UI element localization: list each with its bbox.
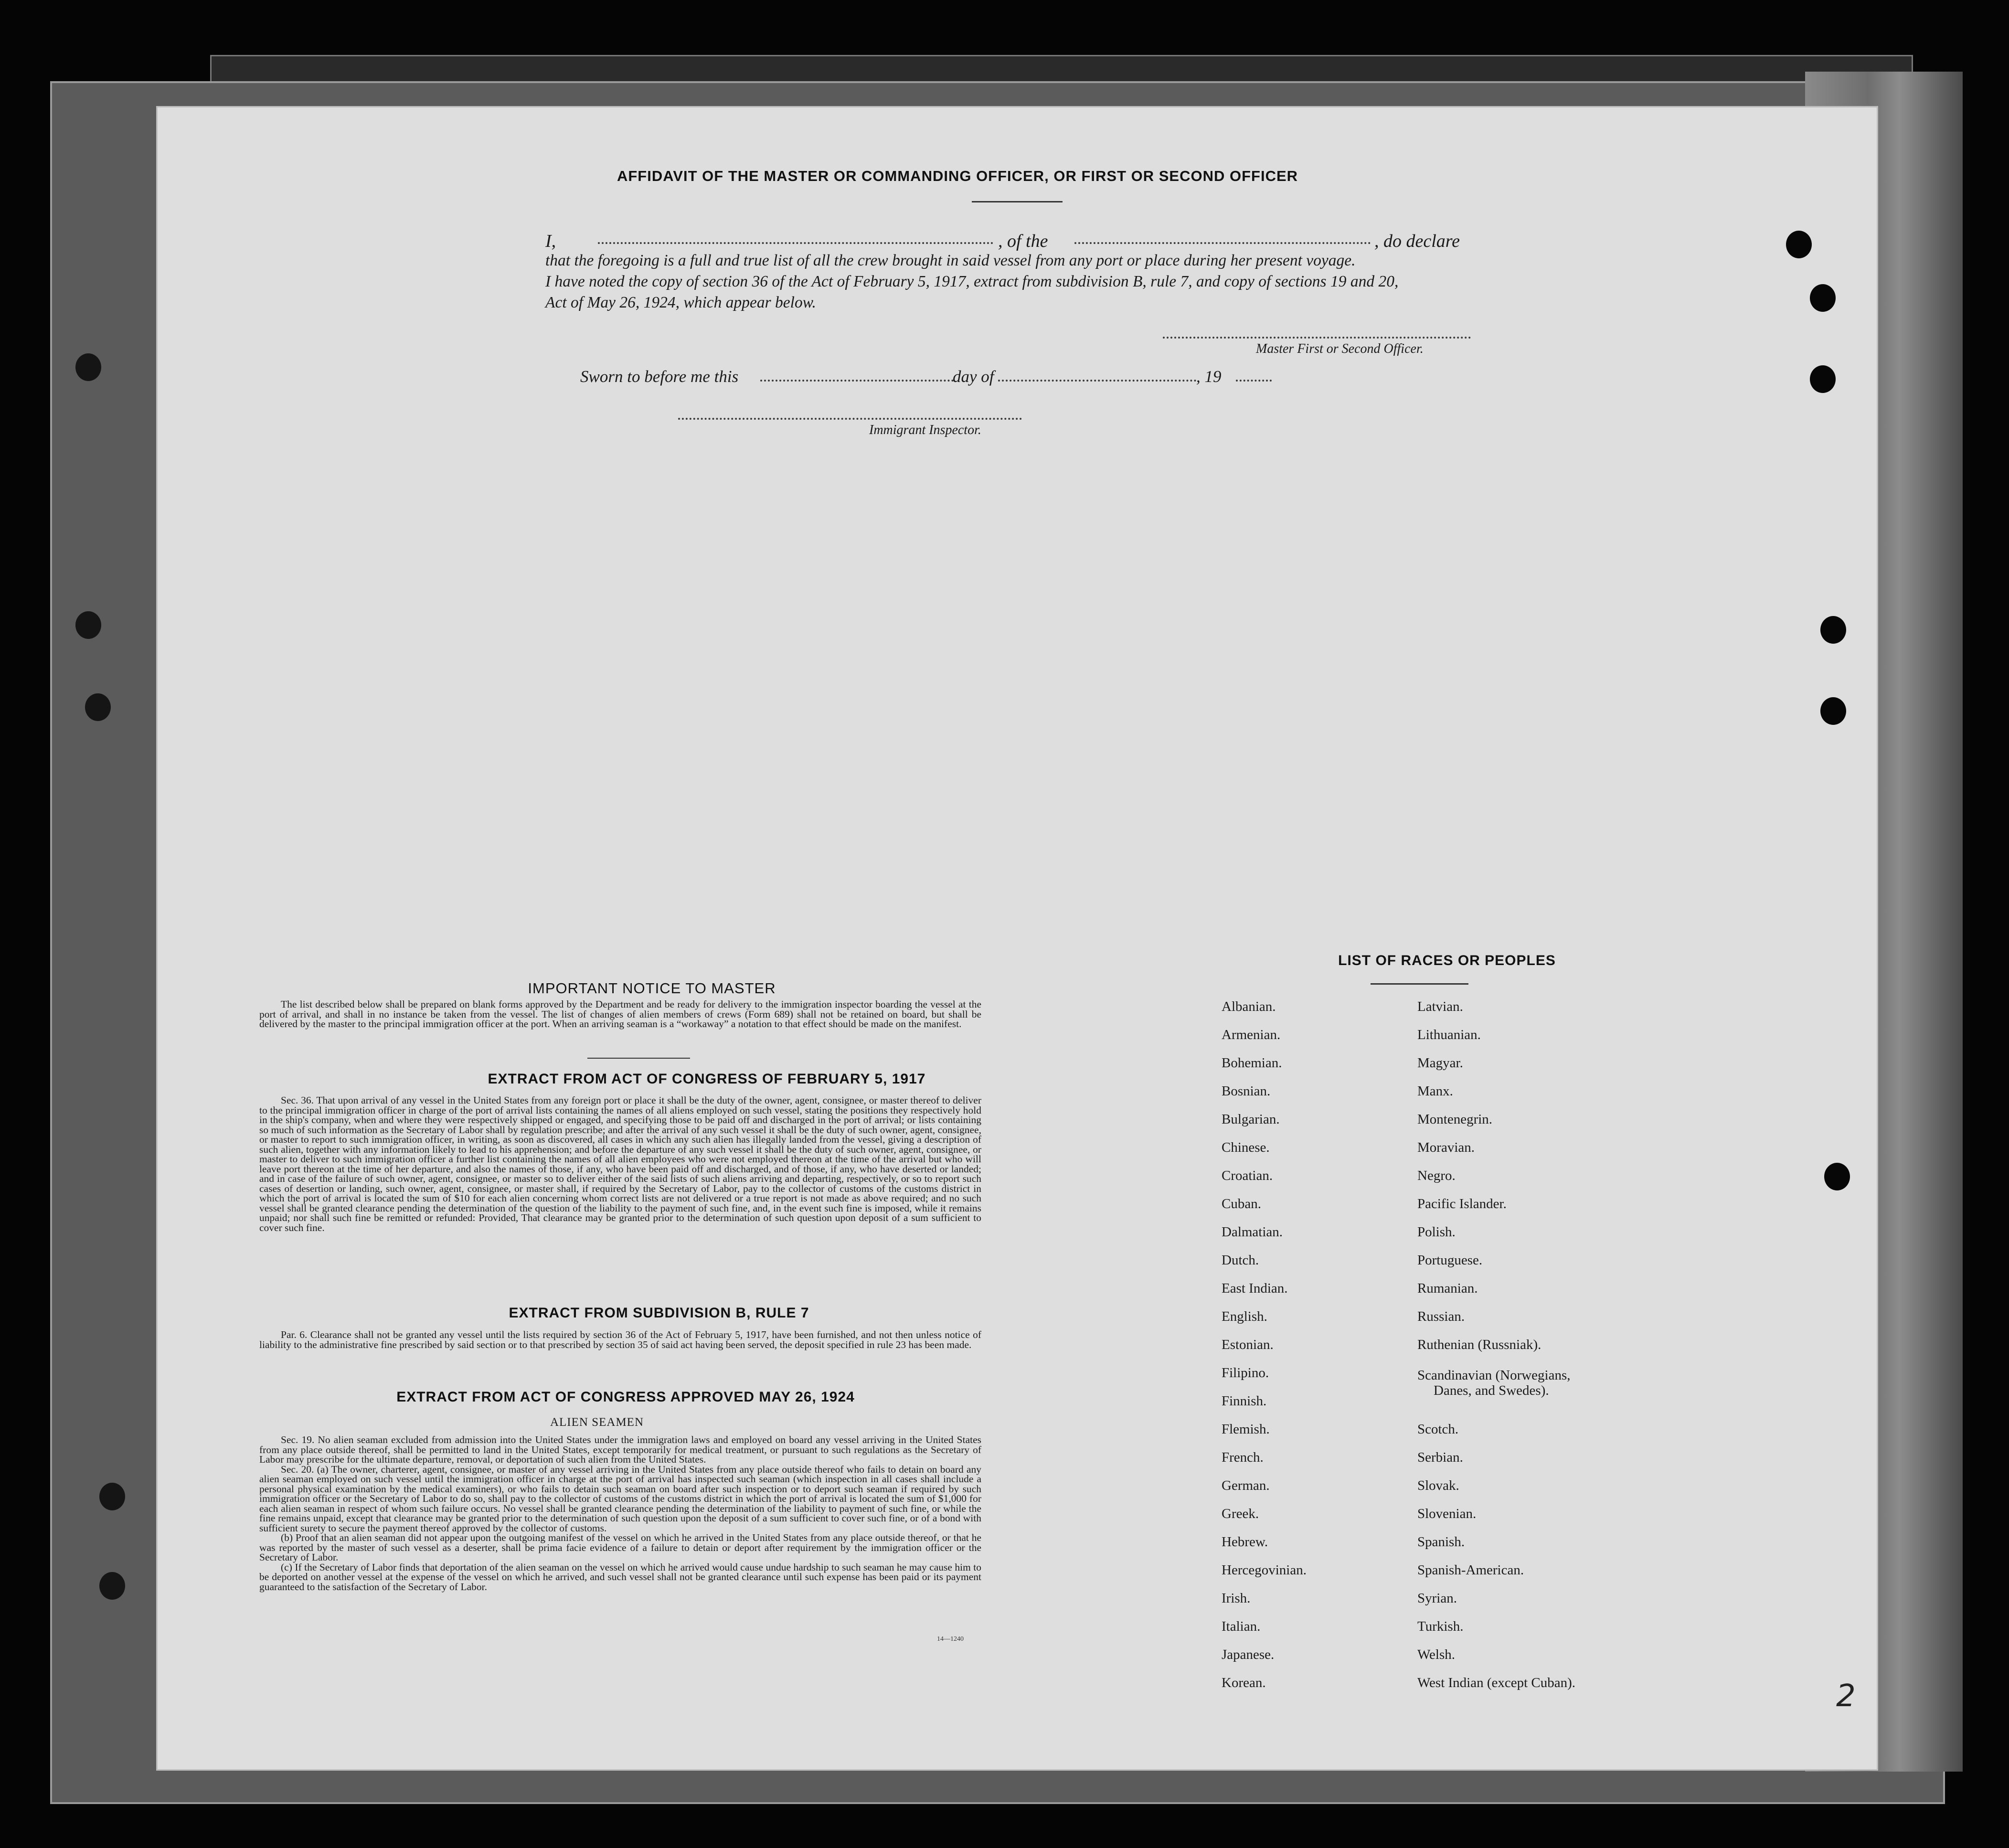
race-left: English. [1222,1309,1267,1324]
race-right: Scandinavian (Norwegians, [1417,1368,1571,1383]
manifest-back-page [158,107,1877,1769]
race-right: Welsh. [1417,1647,1456,1662]
race-left: Croatian. [1222,1168,1273,1183]
affidavit-of-the: , of the [998,231,1048,251]
race-right: Pacific Islander. [1417,1196,1507,1211]
race-left: Korean. [1222,1675,1266,1690]
race-right: Portuguese. [1417,1253,1483,1268]
notice-text: The list described below shall be prepared on blank forms approved by the Department and be ready for delivery to the immigration inspector boarding the vessel at the port of arrival, and shall in no instance be taken from the vessel. The list of changes of alien members of crews (Form 689) shall not be retained on board, but shall be delivered by the master to the principal immigration officer at the port. When an arriving seaman is a “workaway” a notation to that effect should be made on the manifest. [259,998,981,1030]
par-6-text: Par. 6. Clearance shall not be granted any vessel until the lists required by section 36 of the Act of February 5, 1917, have been furnished, and not then unless notice of liability to the administrative fine prescribed by said section or to that prescribed by section 35 of said act having been served, the deposit specified in rule 23 has been made. [259,1329,981,1350]
form-number: 14—1240 [937,1636,964,1643]
race-right: Russian. [1417,1309,1465,1324]
affidavit-line3: I have noted the copy of section 36 of the Act of February 5, 1917, extract from subdivision B, rule 7, and copy of sections 19 and 20, [545,273,1399,290]
race-left: Estonian. [1222,1337,1274,1352]
sworn-day-blank [760,380,954,382]
sworn-month-blank [998,380,1196,382]
binder-hole [1820,616,1846,644]
races-title: LIST OF RACES OR PEOPLES [1338,953,1556,968]
binder-hole [1786,231,1812,258]
sworn-prefix: Sworn to before me this [580,367,739,386]
officer-signature-line [1163,337,1471,339]
race-right: Scotch. [1417,1422,1459,1437]
binder-hole [99,1483,125,1510]
name-blank [598,242,993,244]
race-left: Greek. [1222,1506,1259,1521]
race-left: Japanese. [1222,1647,1275,1662]
extract-rule7-body [259,1330,981,1349]
affidavit-i: I, [545,231,556,251]
race-right: Rumanian. [1417,1281,1478,1296]
race-right: Latvian. [1417,999,1463,1014]
race-left: Italian. [1222,1619,1261,1634]
race-left: Filipino. [1222,1365,1269,1381]
inspector-signature-line [678,418,1022,420]
sworn-day-of: day of [953,367,994,386]
race-left: Armenian. [1222,1027,1281,1042]
affidavit-do-declare: , do declare [1374,231,1460,251]
race-right: Negro. [1417,1168,1456,1183]
alien-seamen-subtitle: ALIEN SEAMEN [550,1416,644,1429]
affidavit-title: AFFIDAVIT OF THE MASTER OR COMMANDING OFFICER, OR FIRST OR SECOND OFFICER [617,168,1298,184]
race-right: Polish. [1417,1224,1456,1240]
race-left: Bulgarian. [1222,1112,1280,1127]
sec-36-text: Sec. 36. That upon arrival of any vessel in the United States from any foreign port or place it shall be the duty of the owner, agent, consignee, or master thereof to deliver to the principal immigration officer in charge of the port of arrival lists containing the names of all aliens employed on such vessel, stating the positions they respectively hold in the ship's company, when and where they were respectively shipped or engaged, and specifying those to be paid off and discharged in the port of arrival; or lists containing so much of such information as the Secretary of Labor shall by regulation prescribe; and after the arrival of any such vessel it shall be the duty of such owner, agent, consignee, or master to report to such immigration officer, in writing, as soon as discovered, all cases in which any such alien has illegally landed from the vessel, giving a description of such alien, together with any information likely to lead to his apprehension; and before the departure of any such vessel it shall be the duty of such owner, agent, consignee, or master to deliver to such immigration officer a further list containing the names of all alien employees who were not employed thereon at the time of the arrival but who will leave port thereon at the time of her departure, and also the names of those, if any, who have been paid off and discharged, and of those, if any, who have deserted or landed; and in case of the failure of such owner, agent, consignee, or master so to deliver either of the said lists of such aliens arriving and departing, respectively, or so to report such cases of desertion or landing, such owner, agent, consignee, or master shall, if required by the Secretary of Labor, pay to the collector of customs of the customs district in which the port of arrival is located the sum of $10 for each alien concerning whom correct lists are not delivered or a true report is not made as above required; and no such vessel shall be granted clearance pending the determination of the question of the liability to the payment of such fine, and, in the event such fine is imposed, while it remains unpaid; nor shall such fine be remitted or refunded: Provided, That clearance may be granted prior to the determination of such question upon deposit of a sum sufficient to cover such fine. [259,1094,981,1233]
binder-hole [75,611,101,639]
race-left: French. [1222,1450,1264,1465]
binder-hole [99,1572,125,1600]
race-right: Slovak. [1417,1478,1459,1493]
extract-1924-title: EXTRACT FROM ACT OF CONGRESS APPROVED MAY 26, 1924 [396,1389,855,1405]
extract-rule7-title: EXTRACT FROM SUBDIVISION B, RULE 7 [509,1305,809,1321]
divider [587,1058,690,1059]
race-right: Spanish. [1417,1534,1465,1550]
race-left: Cuban. [1222,1196,1261,1211]
race-left: Albanian. [1222,999,1276,1014]
race-left: Hebrew. [1222,1534,1268,1550]
handwritten-page-number: 2 [1836,1678,1856,1714]
affidavit-line4: Act of May 26, 1924, which appear below. [545,294,816,311]
sec-20a-text: Sec. 20. (a) The owner, charterer, agent, consignee, or master of any vessel arriving in the United States from any place outside thereof who fails to detain on board any alien seaman employed on such vessel until the immigration officer in charge at the port of arrival has inspected such seaman (which inspection in all cases shall include a personal physical examination by the medical examiners), or who fails to detain such seaman on board after such inspection or to deport such seaman if required by such immigration officer or the Secretary of Labor to do so, shall pay to the collector of customs of the customs district in which the port of arrival is located the sum of $1,000 for each alien seaman in respect of whom such failure occurs. No vessel shall be granted clearance pending the determination of the liability to payment of such fine, or while the fine remains unpaid, except that clearance may be granted prior to the determination of such question upon the deposit of a sum sufficient to cover such fine, or of a bond with sufficient surety to secure the payment thereof approved by the collector of customs. [259,1463,981,1534]
race-left: German. [1222,1478,1270,1493]
race-right: Magyar. [1417,1055,1463,1071]
race-right: Syrian. [1417,1591,1457,1606]
race-left: Flemish. [1222,1422,1270,1437]
race-left: Chinese. [1222,1140,1270,1155]
race-left: Dutch. [1222,1253,1259,1268]
sec-20c-text: (c) If the Secretary of Labor finds that deportation of the alien seaman on the vessel on which he arrived would cause undue hardship to such seaman he may cause him to be deported on another vessel at the expense of the vessel on which he arrived, and such vessel shall not be granted clearance until such expense has been paid or its payment guaranteed to the satisfaction of the Secretary of Labor. [259,1561,981,1593]
sworn-year-blank [1236,380,1272,382]
race-left: East Indian. [1222,1281,1288,1296]
race-left: Hercegovinian. [1222,1562,1307,1578]
binder-hole [75,353,101,381]
binder-hole [1810,365,1836,393]
inspector-caption: Immigrant Inspector. [869,423,981,437]
race-left: Bohemian. [1222,1055,1282,1071]
race-right: Lithuanian. [1417,1027,1481,1042]
races-underline [1371,983,1468,985]
race-right: Montenegrin. [1417,1112,1493,1127]
notice-body [259,999,981,1029]
race-right: Ruthenian (Russniak). [1417,1337,1541,1352]
race-right: Danes, and Swedes). [1434,1383,1549,1398]
race-right: Serbian. [1417,1450,1463,1465]
title-underline [972,201,1063,202]
race-left: Bosnian. [1222,1083,1271,1099]
race-right: Spanish-American. [1417,1562,1524,1578]
binder-hole [1824,1163,1850,1190]
binder-hole [1810,284,1836,312]
extract-1917-body [259,1095,981,1232]
sworn-year: , 19 [1196,367,1222,386]
extract-1917-title: EXTRACT FROM ACT OF CONGRESS OF FEBRUARY 5, 1917 [488,1071,926,1087]
binder-hole [85,693,111,721]
officer-caption: Master First or Second Officer. [1256,341,1424,356]
vessel-blank [1074,242,1371,244]
affidavit-line2: that the foregoing is a full and true list of all the crew brought in said vessel from any port or place during her present voyage. [545,252,1356,269]
race-left: Dalmatian. [1222,1224,1283,1240]
race-right: Moravian. [1417,1140,1475,1155]
race-right: Slovenian. [1417,1506,1477,1521]
race-right: Manx. [1417,1083,1453,1099]
extract-1924-body [259,1435,981,1592]
sec-20b-text: (b) Proof that an alien seaman did not appear upon the outgoing manifest of the vessel on which he arrived in the United States from any place outside thereof, or that he was reported by the master of such vessel as a deserter, shall be prima facie evidence of a failure to detain or deport after requirement by the immigration officer or the Secretary of Labor. [259,1532,981,1563]
race-left: Finnish. [1222,1393,1267,1409]
race-right: Turkish. [1417,1619,1464,1634]
race-right: West Indian (except Cuban). [1417,1675,1576,1690]
sec-19-text: Sec. 19. No alien seaman excluded from admission into the United States under the immigration laws and employed on board any vessel arriving in the United States from any place outside thereof, shall be permitted to land in the United States, except temporarily for medical treatment, or pursuant to such regulations as the Secretary of Labor may prescribe for the ultimate departure, removal, or deportation of such alien from the United States. [259,1434,981,1465]
race-left: Irish. [1222,1591,1251,1606]
binder-hole [1820,697,1846,725]
notice-title: IMPORTANT NOTICE TO MASTER [528,980,776,997]
